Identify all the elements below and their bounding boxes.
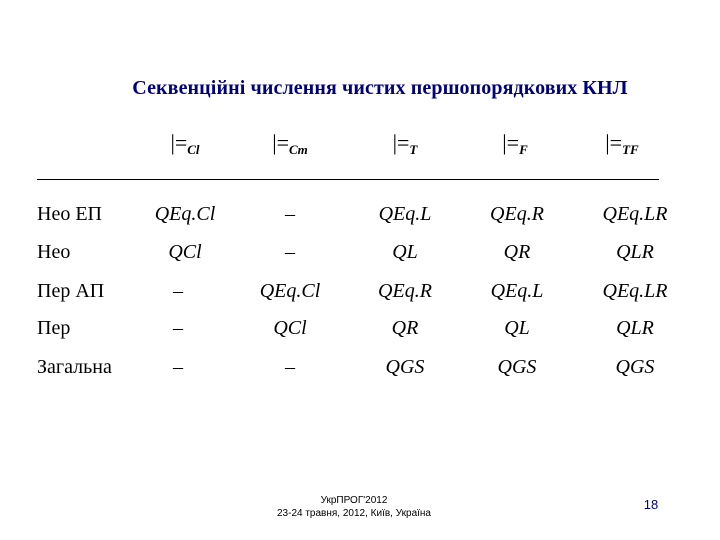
row-label: Пер АП <box>37 280 105 302</box>
table-row <box>0 280 720 308</box>
table-cell: QCl <box>273 317 307 339</box>
table-row <box>0 356 720 384</box>
table-cell: QEq.L <box>490 280 544 302</box>
slide-title: Секвенційні числення чистих першопорядкових КНЛ <box>132 77 628 99</box>
header-col-cm <box>230 130 350 158</box>
footer-conference: УкрПРОГ'2012 <box>320 495 388 506</box>
table-row <box>0 317 720 345</box>
table-cell: QEq.R <box>378 280 432 302</box>
turnstile-symbol: |= <box>392 130 410 155</box>
table-cell: – <box>173 317 183 339</box>
table-cell: QEq.LR <box>602 280 668 302</box>
turnstile-symbol: |= <box>170 130 188 155</box>
table-cell: – <box>285 203 295 225</box>
header-subscript: T <box>409 142 418 157</box>
turnstile-symbol: |= <box>605 130 623 155</box>
table-cell: QR <box>503 241 531 263</box>
turnstile-symbol: |= <box>502 130 520 155</box>
table-cell: QEq.Cl <box>259 280 321 302</box>
table-cell: – <box>173 280 183 302</box>
table-cell: QL <box>504 317 530 339</box>
row-label: Загальна <box>37 356 112 378</box>
slide-footer <box>254 494 454 520</box>
table-cell: QGS <box>385 356 425 378</box>
table-cell: QEq.Cl <box>154 203 216 225</box>
table-row <box>0 203 720 231</box>
header-subscript: Cm <box>289 142 308 157</box>
header-col-cl <box>125 130 245 158</box>
table-cell: QEq.R <box>490 203 544 225</box>
table-cell: – <box>285 241 295 263</box>
row-label: Пер <box>37 317 71 339</box>
header-col-f <box>455 130 575 158</box>
header-col-tf <box>562 130 682 158</box>
table-cell: QEq.L <box>378 203 432 225</box>
table-cell: QGS <box>497 356 537 378</box>
table-cell: – <box>173 356 183 378</box>
row-label: Нео <box>37 241 71 263</box>
table-cell: QR <box>391 317 419 339</box>
header-subscript: TF <box>622 142 639 157</box>
table-cell: QLR <box>616 317 654 339</box>
table-cell: – <box>285 356 295 378</box>
table-cell: QEq.LR <box>602 203 668 225</box>
table-cell: QLR <box>616 241 654 263</box>
table-cell: QCl <box>168 241 202 263</box>
header-subscript: Cl <box>187 142 200 157</box>
page-number: 18 <box>643 497 659 512</box>
turnstile-symbol: |= <box>272 130 289 155</box>
header-divider <box>37 179 659 180</box>
row-label: Нео ЕП <box>37 203 102 225</box>
footer-date-place: 23-24 травня, 2012, Київ, Україна <box>277 508 431 519</box>
header-subscript: F <box>519 142 528 157</box>
table-cell: QGS <box>615 356 655 378</box>
table-cell: QL <box>392 241 418 263</box>
header-col-t <box>345 130 465 158</box>
table-row <box>0 241 720 269</box>
